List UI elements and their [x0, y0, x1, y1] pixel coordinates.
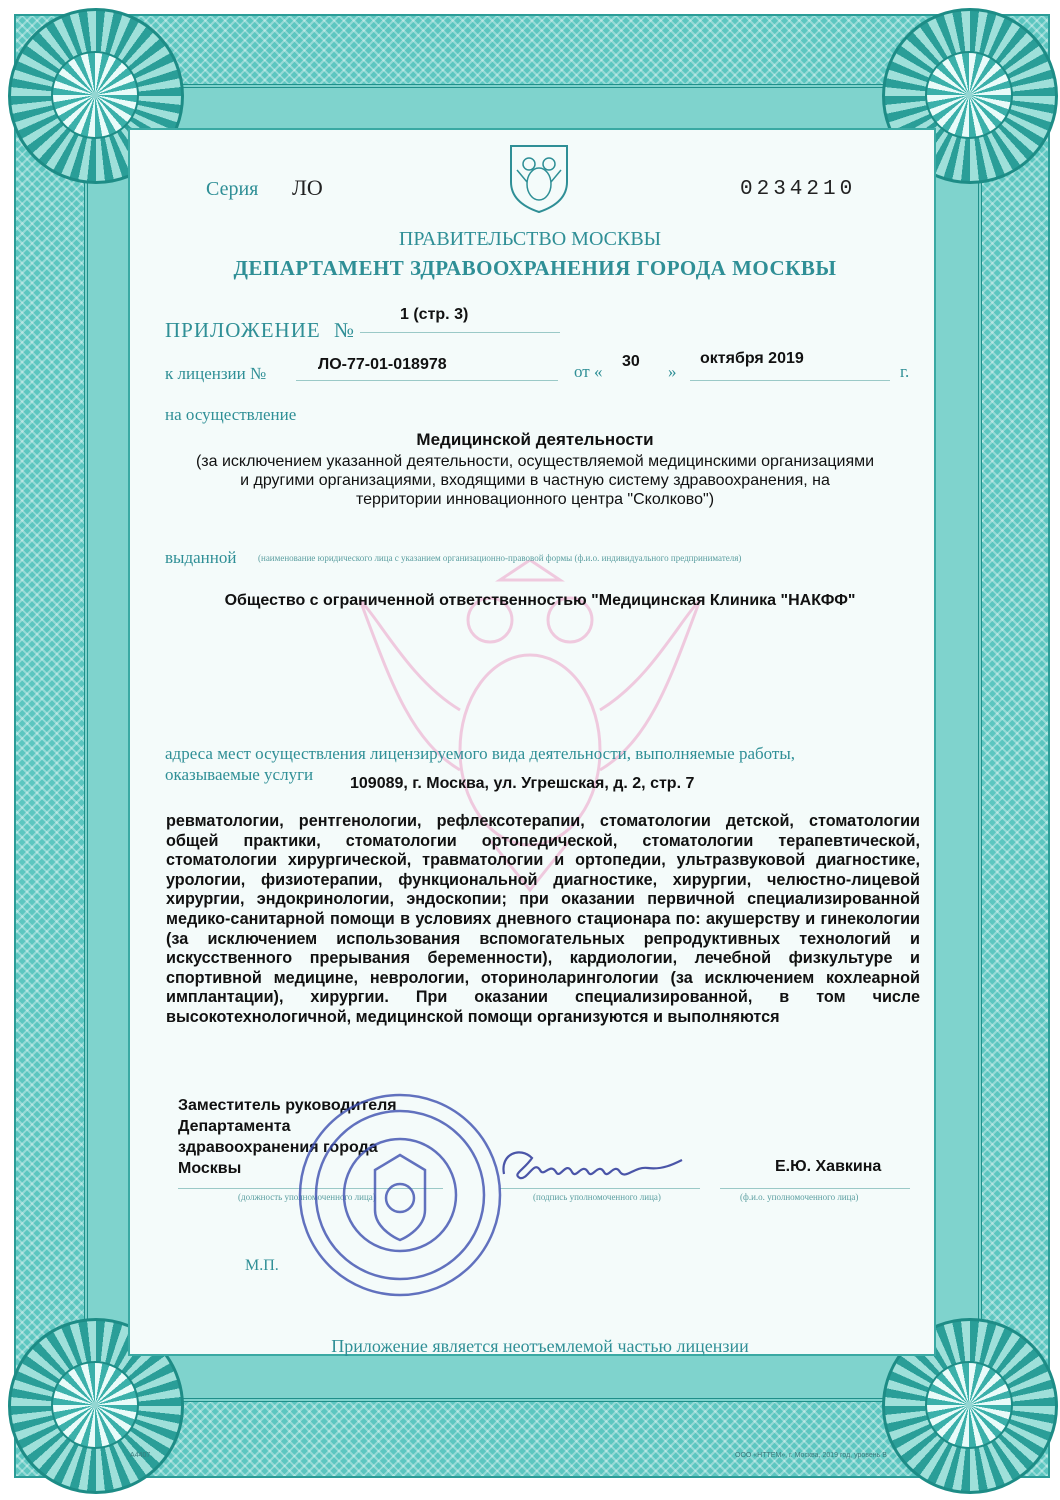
- hint-position: (должность уполномоченного лица): [238, 1192, 376, 1202]
- signer-name: Е.Ю. Хавкина: [775, 1158, 882, 1175]
- issued-label: выданной: [165, 548, 237, 567]
- dept-title: ДЕПАРТАМЕНТ ЗДРАВООХРАНЕНИЯ ГОРОДА МОСКВЫ: [233, 256, 837, 280]
- date-year-suffix: г.: [900, 362, 910, 381]
- activity-title: Медицинской деятельности: [416, 430, 654, 449]
- date-month-year: октября 2019: [700, 350, 804, 367]
- name-underline: [720, 1188, 910, 1189]
- hint-signature: (подпись уполномоченного лица): [533, 1192, 661, 1202]
- signer-position-line-3: здравоохранения города: [178, 1139, 378, 1156]
- signer-position-line-2: Департамента: [178, 1118, 291, 1135]
- issued-hint: (наименование юридического лица с указанием организационно-правовой формы (ф.и.о. индивидуального предпринимателя): [258, 553, 742, 563]
- date-day: 30: [622, 353, 640, 370]
- appendix-value: 1 (стр. 3): [400, 306, 469, 323]
- activity-label: на осуществление: [165, 405, 297, 424]
- activity-desc-line-2: и другими организациями, входящими в частную систему здравоохранения, на: [240, 472, 830, 489]
- gov-title: ПРАВИТЕЛЬСТВО МОСКВЫ: [398, 228, 662, 250]
- form-code: А4407: [130, 1452, 151, 1459]
- seal-place-label: М.П.: [245, 1257, 279, 1274]
- services-list: ревматологии, рентгенологии, рефлексотерапии, стоматологии детской, стоматологии общей практики, стоматологии ортопедической, стоматологии терапевтической, стоматологии хирургической, травматологии и ортопедии, ультразвуковой диагностике, урологии, физиотерапии, функциональной диагностике, хирургии, челюстно-лицевой хирургии, эндокринологии, эндоскопии; при оказании первичной специализированной медико-санитарной помощи в условиях дневного стационара по: акушерству и гинекологии (за исключением использования вспомогательных репродуктивных технологий и искусственного прерывания беременности), кардиологии, лечебной физкультуре и спортивной медицине, неврологии, оториноларингологии (за исключением кохлеарной имплантации), хирургии. При оказании специализированной, в том числе высокотехнологичной, медицинской помощи организуются и выполняются: [166, 812, 920, 1026]
- signature-underline: [500, 1188, 700, 1189]
- series-value: ЛО: [292, 175, 323, 200]
- licensee-name: Общество с ограниченной ответственностью "Медицинская Клиника "НАКФФ": [224, 592, 856, 609]
- signer-position-line-4: Москвы: [178, 1160, 242, 1177]
- date-underline: [690, 380, 890, 381]
- date-quote-close: »: [668, 362, 677, 381]
- series-label: Серия: [206, 178, 259, 200]
- appendix-no-sign: №: [334, 318, 355, 342]
- license-value: ЛО-77-01-018978: [318, 356, 447, 373]
- license-label: к лицензии №: [165, 364, 267, 383]
- address-value: 109089, г. Москва, ул. Угрешская, д. 2, стр. 7: [350, 775, 695, 792]
- activity-desc-line-3: территории инновационного центра "Сколково"): [355, 491, 715, 508]
- activity-description: [0, 452, 1060, 509]
- official-seal-stamp: [295, 1090, 505, 1300]
- license-number: 0234210: [740, 178, 857, 201]
- footer-note: Приложение является неотъемлемой частью лицензии: [331, 1336, 749, 1356]
- activity-desc-line-1: (за исключением указанной деятельности, осуществляемой медицинскими организациями: [195, 453, 875, 470]
- date-prefix: от «: [574, 362, 603, 381]
- signer-position-line-1: Заместитель руководителя: [178, 1097, 397, 1114]
- printer-note: ООО «НТТЕМ», г. Москва, 2019 год, уровень В: [735, 1452, 887, 1459]
- address-label-line-2: оказываемые услуги: [165, 765, 314, 784]
- license-underline: [296, 380, 558, 381]
- appendix-underline: [360, 332, 560, 333]
- hint-name: (ф.и.о. уполномоченного лица): [740, 1192, 859, 1202]
- address-label-line-1: адреса мест осуществления лицензируемого вида деятельности, выполняемые работы,: [165, 744, 796, 763]
- handwritten-signature: [498, 1140, 688, 1190]
- coat-of-arms-emblem: [507, 142, 571, 214]
- appendix-label: ПРИЛОЖЕНИЕ: [165, 318, 321, 342]
